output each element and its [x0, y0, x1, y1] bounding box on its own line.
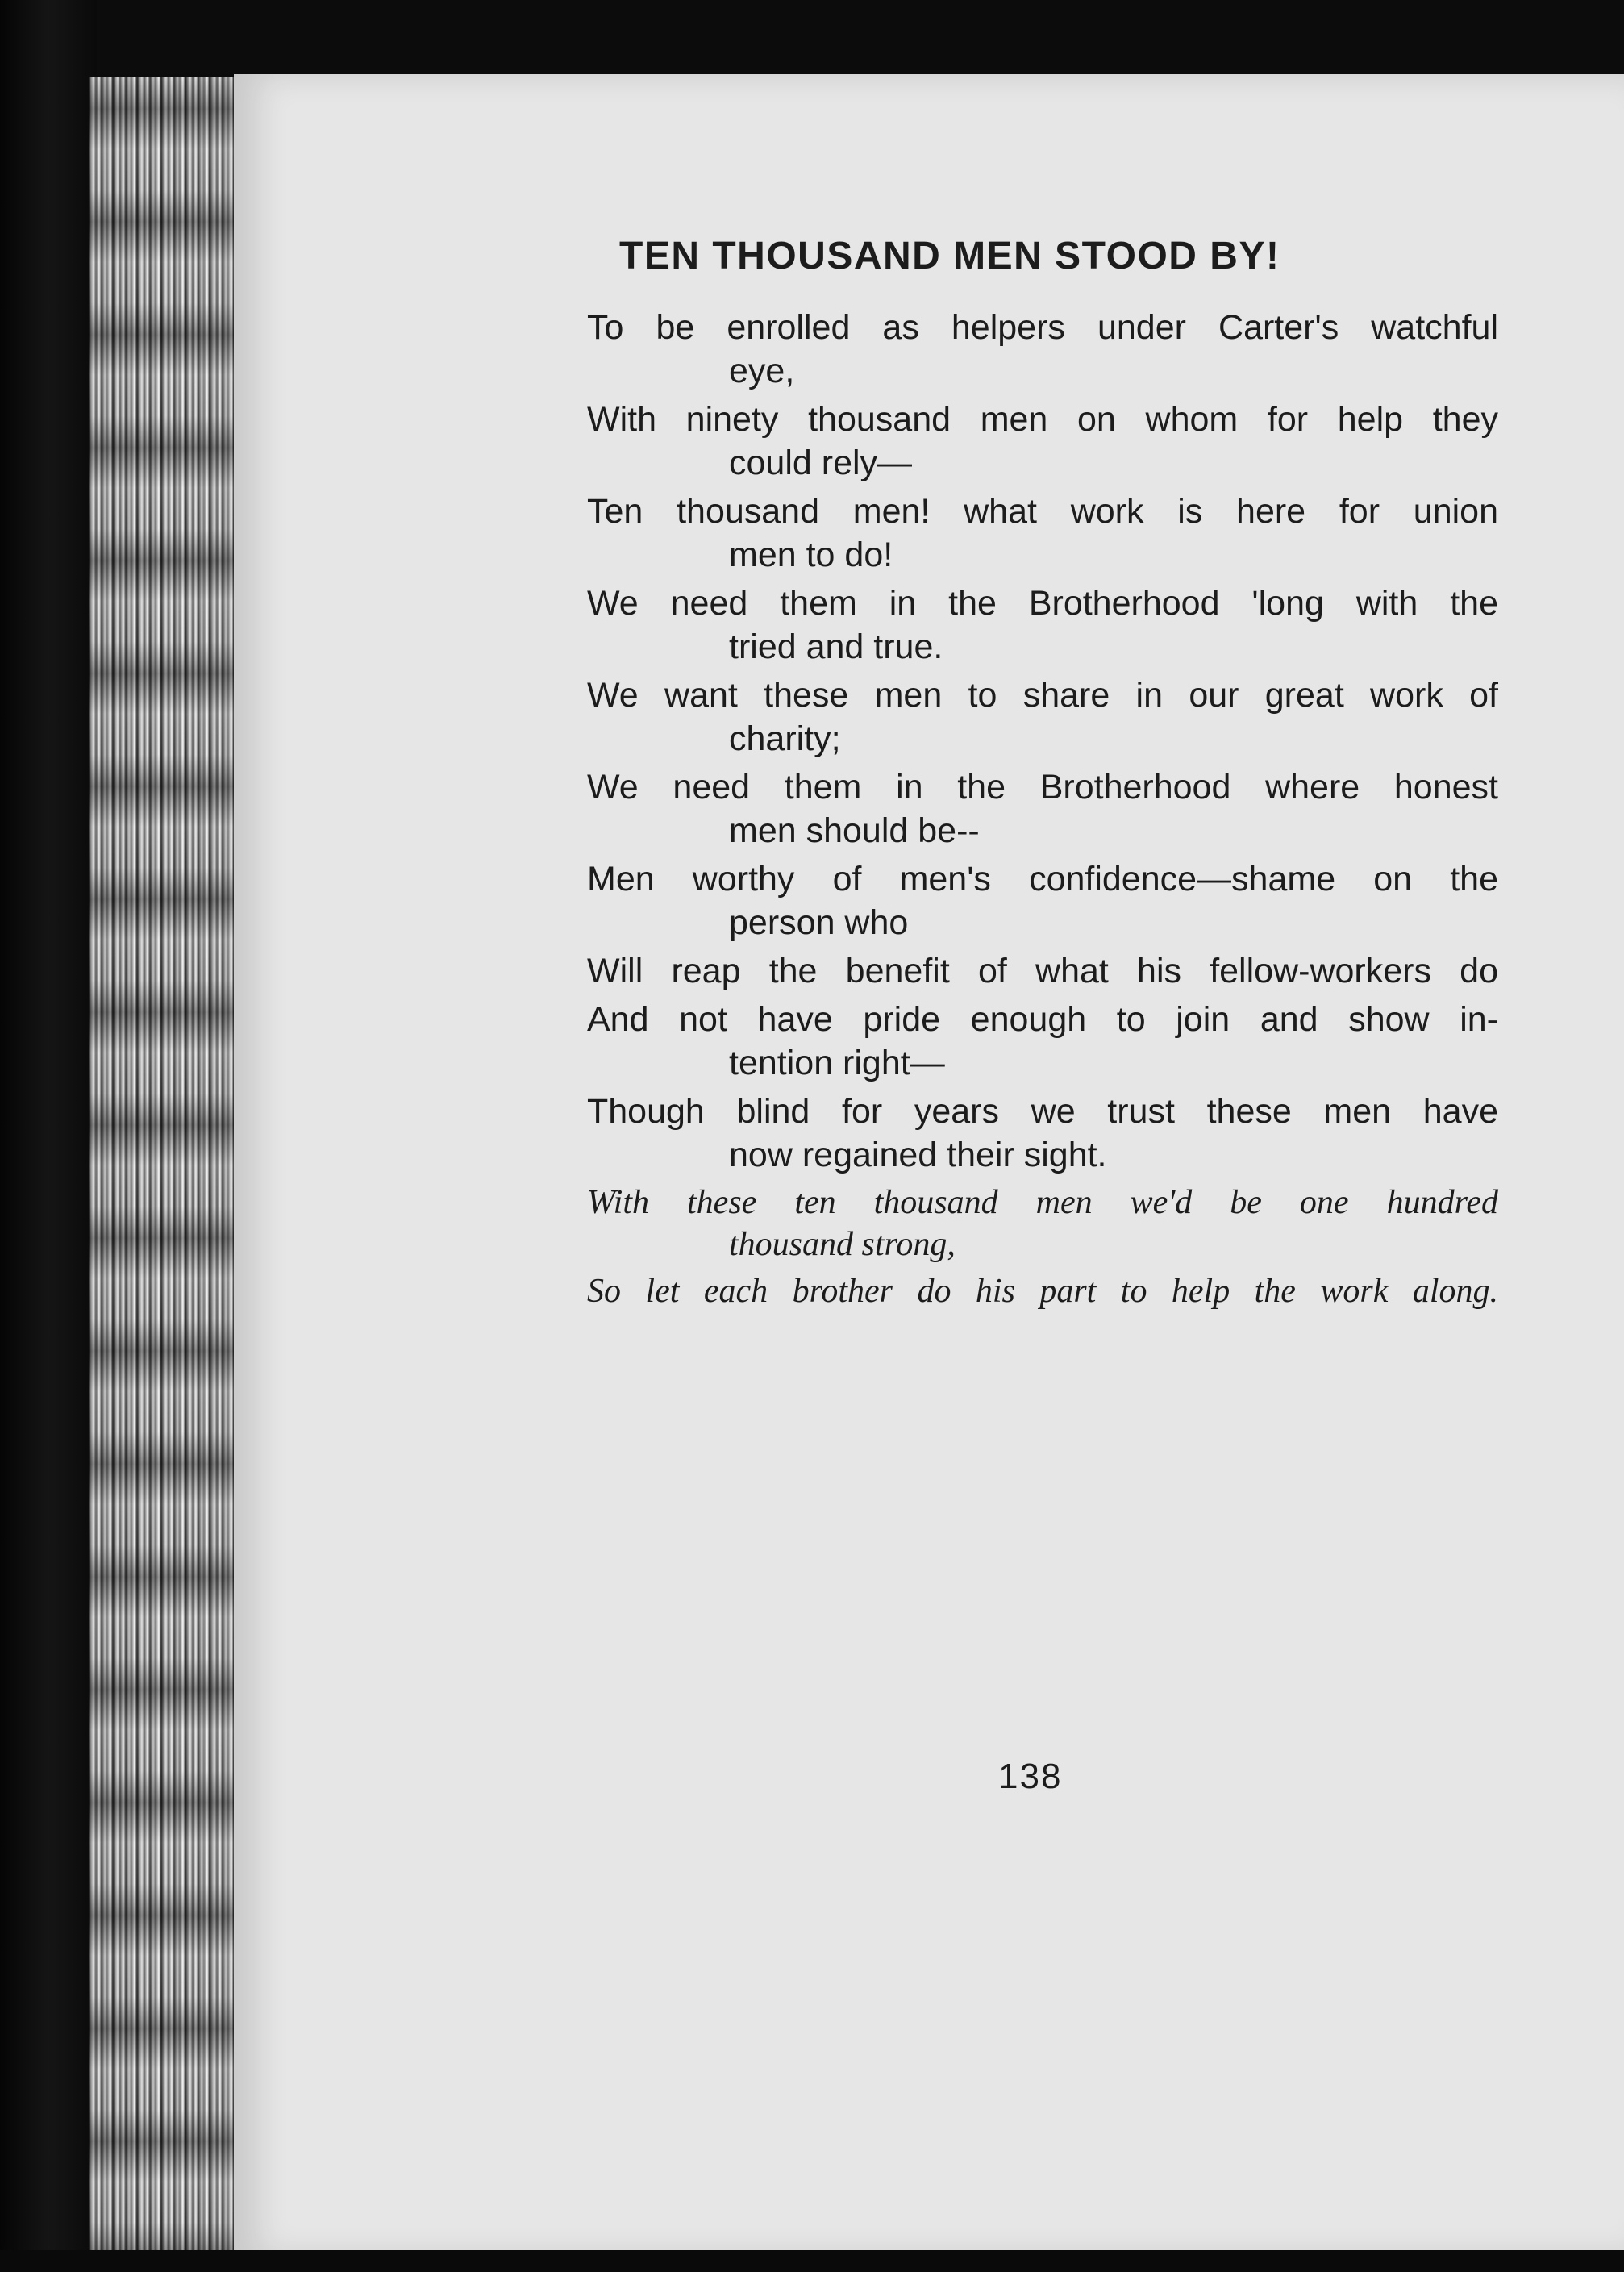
- page-number: 138: [998, 1757, 1063, 1796]
- line-text: Ten thousand men! what work is here for union: [587, 492, 1498, 531]
- line-continuation: men to do!: [729, 536, 893, 574]
- poem: [587, 234, 1498, 1317]
- poem-line-italic: [587, 1182, 1498, 1265]
- poem-line: [587, 765, 1498, 853]
- line-text: So let each brother do his part to help the work along.: [587, 1273, 1498, 1310]
- line-continuation: tention right—: [729, 1044, 945, 1082]
- poem-line: [587, 673, 1498, 761]
- line-continuation: could rely—: [729, 444, 913, 482]
- poem-line: [587, 857, 1498, 944]
- line-continuation: now regained their sight.: [729, 1136, 1107, 1174]
- line-text: We need them in the Brotherhood where honest: [587, 768, 1498, 807]
- book-page-edges: [89, 77, 242, 2254]
- poem-line: [587, 398, 1498, 485]
- line-continuation: tried and true.: [729, 627, 943, 666]
- line-continuation: men should be--: [729, 811, 980, 850]
- scan-bottom-border: [0, 2250, 1624, 2272]
- poem-line: [587, 306, 1498, 393]
- line-continuation: thousand strong,: [729, 1226, 956, 1263]
- poem-body: [587, 306, 1498, 1312]
- line-text: To be enrolled as helpers under Carter's watchful: [587, 308, 1498, 347]
- poem-title: TEN THOUSAND MEN STOOD BY!: [619, 235, 1280, 277]
- line-text: With ninety thousand men on whom for help they: [587, 400, 1498, 439]
- poem-line: [587, 998, 1498, 1085]
- line-text: Men worthy of men's confidence—shame on the: [587, 860, 1498, 898]
- line-text: We want these men to share in our great work of: [587, 676, 1498, 715]
- line-text: And not have pride enough to join and show in-: [587, 1000, 1498, 1039]
- line-continuation: charity;: [729, 719, 841, 758]
- poem-line: [587, 582, 1498, 669]
- line-text: Though blind for years we trust these men have: [587, 1092, 1498, 1131]
- poem-line-italic: [587, 1270, 1498, 1312]
- line-text: We need them in the Brotherhood 'long with the: [587, 584, 1498, 623]
- line-continuation: eye,: [729, 352, 795, 390]
- poem-line: [587, 1090, 1498, 1177]
- line-text: With these ten thousand men we'd be one hundred: [587, 1184, 1498, 1221]
- line-text: Will reap the benefit of what his fellow-workers do: [587, 952, 1498, 990]
- scan-left-border: [0, 0, 97, 2272]
- poem-line: [587, 949, 1498, 993]
- line-continuation: person who: [729, 903, 909, 942]
- scan-top-border: [0, 0, 1624, 74]
- poem-line: [587, 490, 1498, 577]
